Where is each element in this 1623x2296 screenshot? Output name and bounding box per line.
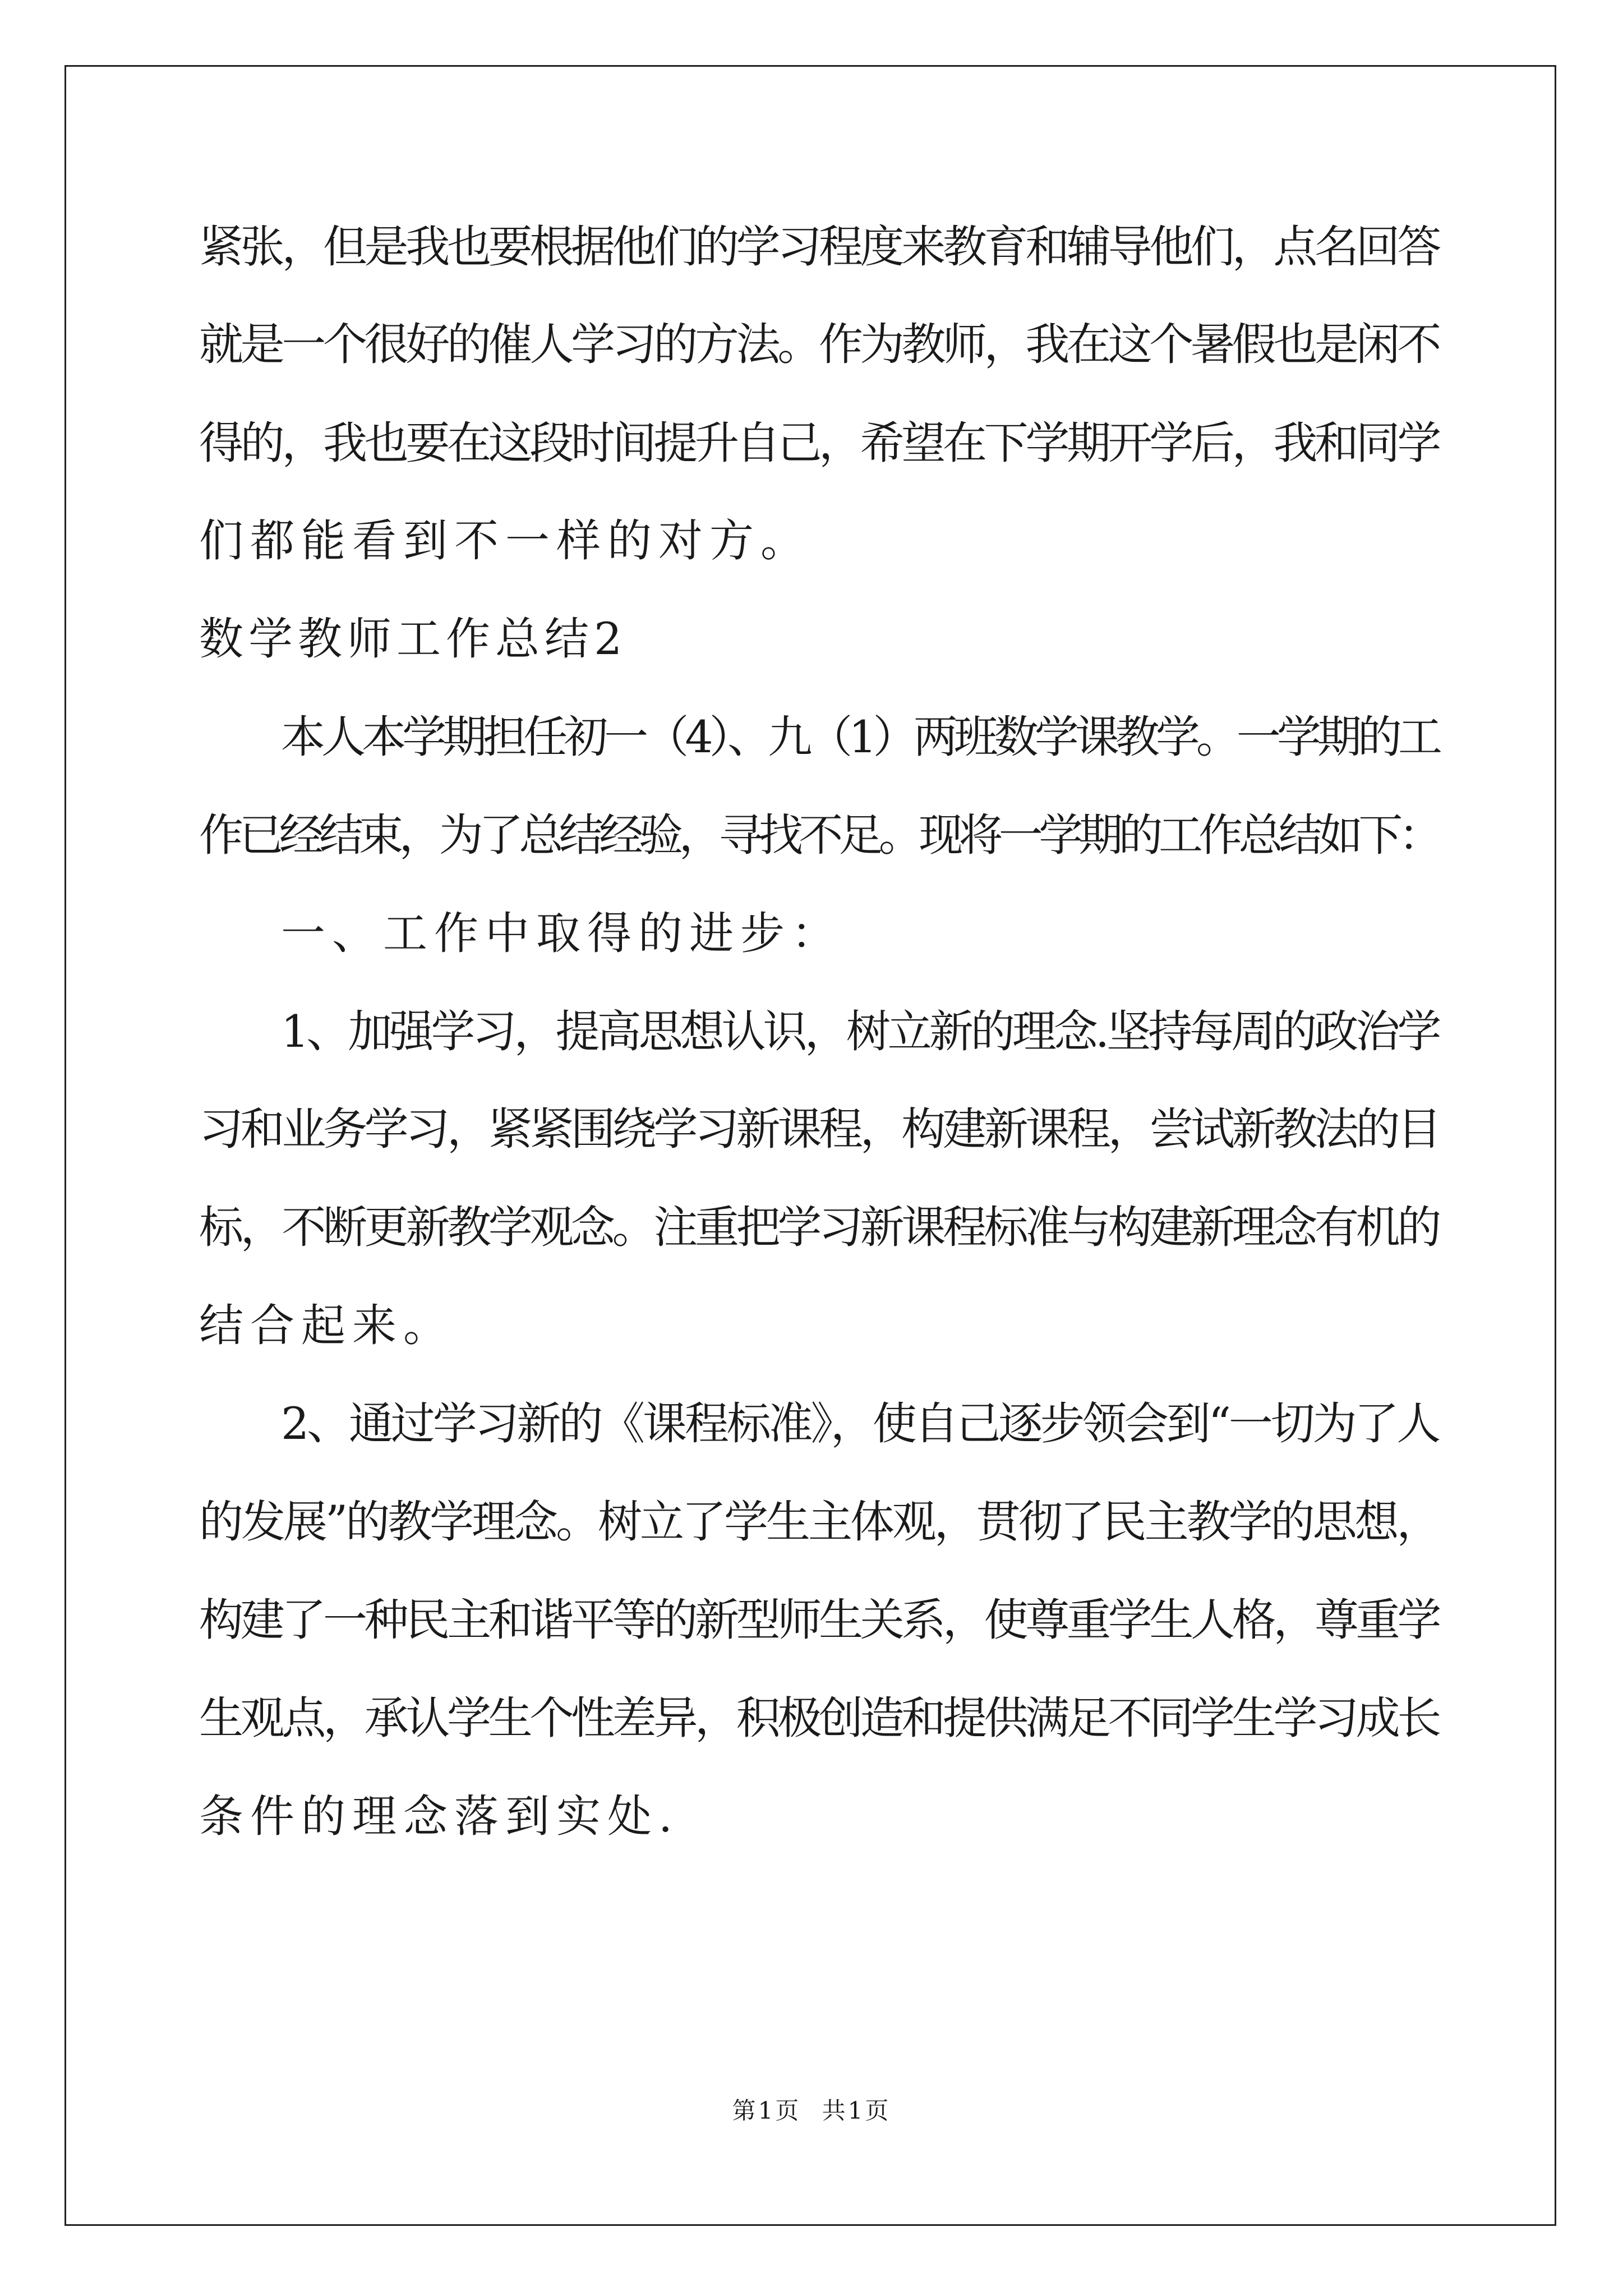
- paragraph-line: 1、加强学习，提高思想认识，树立新的理念.坚持每周的政治学: [281, 1006, 1439, 1057]
- paragraph-line: 紧张，但是我也要根据他们的学习程度来教育和辅导他们，点名回答: [199, 221, 1439, 273]
- paragraph-line: 结合起来。: [199, 1300, 454, 1351]
- section-heading: 数学教师工作总结2: [199, 613, 628, 665]
- paragraph-line: 就是一个很好的催人学习的方法。作为教师，我在这个暑假也是闲不: [199, 319, 1439, 370]
- paragraph-line: 本人本学期担任初一（4）、九（1）两班数学课教学。一学期的工: [281, 711, 1439, 763]
- paragraph-line: 作已经结束，为了总结经验，寻找不足。现将一学期的工作总结如下：: [199, 809, 1439, 861]
- page-footer: 第1页 共1页: [732, 2097, 891, 2124]
- paragraph-line: 构建了一种民主和谐平等的新型师生关系，使尊重学生人格，尊重学: [199, 1594, 1439, 1646]
- paragraph-line: 生观点，承认学生个性差异，积极创造和提供满足不同学生学习成长: [199, 1692, 1439, 1744]
- paragraph-line: 的发展”的教学理念。树立了学生主体观，贯彻了民主教学的思想，: [199, 1496, 1439, 1548]
- paragraph-line: 标，不断更新教学观念。注重把学习新课程标准与构建新理念有机的: [199, 1202, 1439, 1253]
- paragraph-line: 习和业务学习，紧紧围绕学习新课程，构建新课程，尝试新教法的目: [199, 1103, 1439, 1155]
- paragraph-line: 条件的理念落到实处.: [199, 1791, 680, 1842]
- paragraph-line: 们都能看到不一样的对方。: [199, 515, 811, 567]
- subheading: 一、工作中取得的进步：: [281, 908, 842, 959]
- paragraph-line: 2、通过学习新的《课程标准》，使自己逐步领会到“一切为了人: [281, 1398, 1439, 1450]
- paragraph-line: 得的，我也要在这段时间提升自己，希望在下学期开学后，我和同学: [199, 417, 1439, 469]
